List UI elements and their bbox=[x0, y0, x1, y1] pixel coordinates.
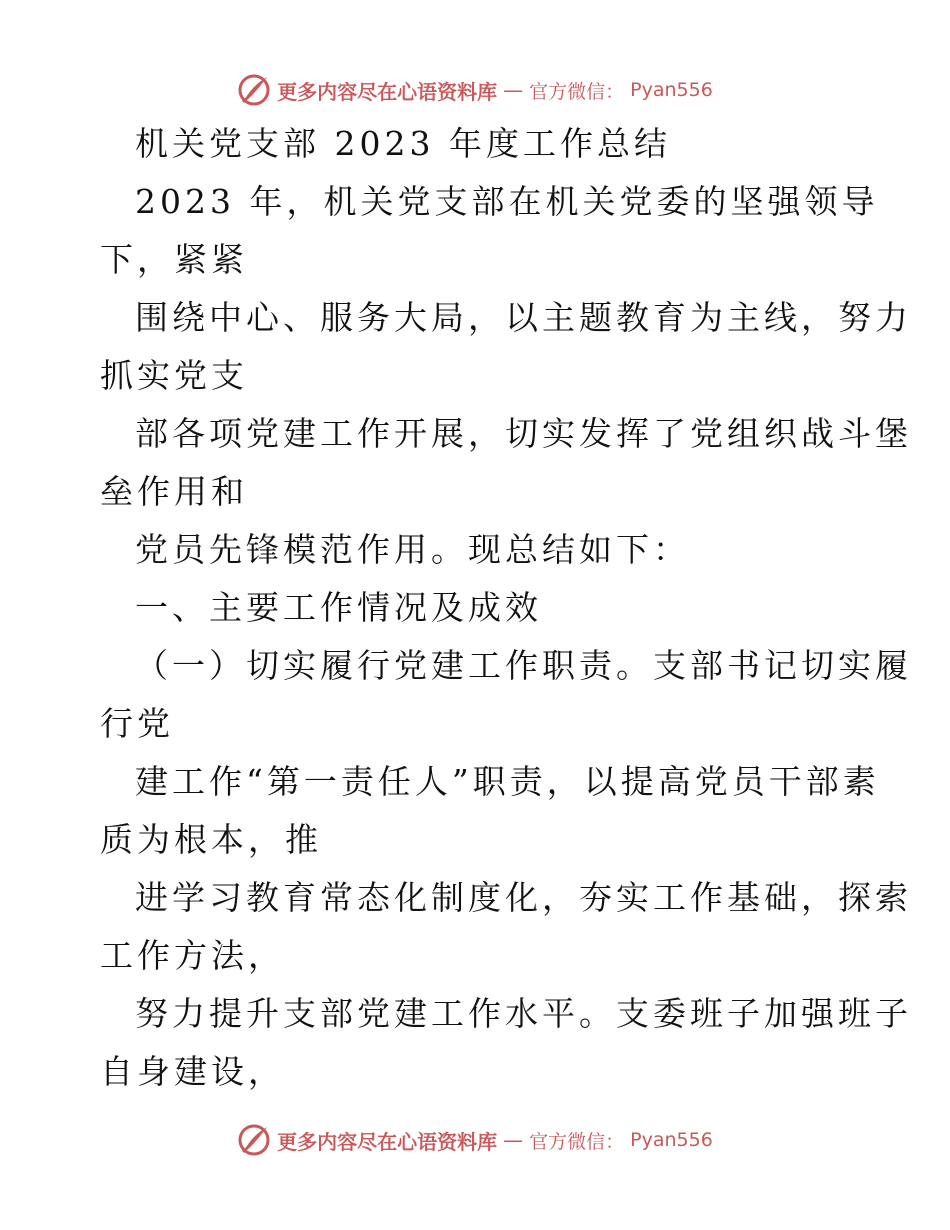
feather-pen-logo-icon bbox=[237, 1123, 271, 1157]
document-text-line: 垒作用和 bbox=[100, 472, 248, 511]
watermark-brand-text: 更多内容尽在心语资料库 bbox=[277, 1129, 498, 1154]
document-text-line: 一、主要工作情况及成效 bbox=[135, 588, 542, 627]
footer-watermark bbox=[0, 1120, 950, 1160]
watermark-brand-text: 更多内容尽在心语资料库 bbox=[277, 79, 498, 104]
document-text-line: 围绕中心、服务大局，以主题教育为主线，努力 bbox=[135, 298, 912, 337]
document-title: 机关党支部 2023 年度工作总结 bbox=[135, 124, 671, 163]
document-text-line: 自身建设， bbox=[100, 1052, 285, 1091]
document-text-line: 行党 bbox=[100, 704, 174, 743]
document-text-line: 建工作“第一责任人”职责，以提高党员干部素 bbox=[135, 762, 880, 801]
watermark-wechat-label: 官方微信： bbox=[529, 1130, 625, 1153]
watermark-separator: — bbox=[503, 1128, 524, 1152]
document-body bbox=[100, 115, 912, 1101]
watermark-wechat-id: Pyan556 bbox=[630, 1129, 713, 1151]
document-text-line: （一）切实履行党建工作职责。支部书记切实履 bbox=[135, 646, 912, 685]
watermark-wechat-label: 官方微信： bbox=[529, 80, 625, 103]
document-text-line: 努力提升支部党建工作水平。支委班子加强班子 bbox=[135, 994, 912, 1033]
document-text-line: 质为根本，推 bbox=[100, 820, 322, 859]
document-text-line: 部各项党建工作开展，切实发挥了党组织战斗堡 bbox=[135, 414, 912, 453]
feather-pen-logo-icon bbox=[237, 73, 271, 107]
header-watermark bbox=[0, 70, 950, 110]
document-text-line: 下，紧紧 bbox=[100, 240, 248, 279]
document-text-line: 党员先锋模范作用。现总结如下： bbox=[135, 530, 690, 569]
document-text-line: 2023 年，机关党支部在机关党委的坚强领导 bbox=[135, 182, 879, 221]
document-text-line: 抓实党支 bbox=[100, 356, 248, 395]
watermark-wechat-id: Pyan556 bbox=[630, 79, 713, 101]
document-text-line: 工作方法， bbox=[100, 936, 285, 975]
watermark-separator: — bbox=[503, 78, 524, 102]
document-text-line: 进学习教育常态化制度化，夯实工作基础，探索 bbox=[135, 878, 912, 917]
